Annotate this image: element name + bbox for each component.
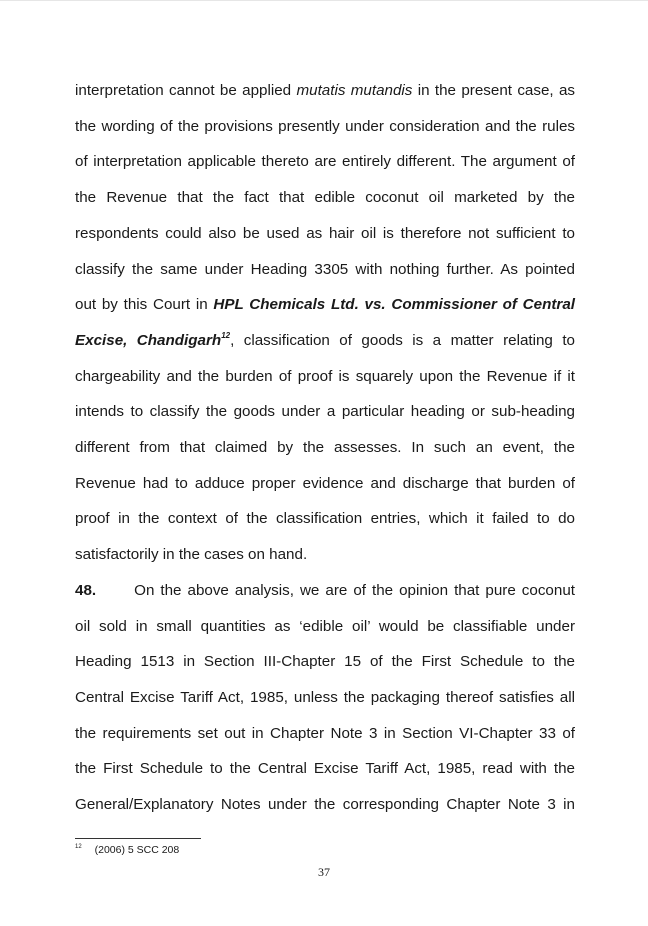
text-line <box>75 437 575 459</box>
italic-text: mutatis mutandis <box>296 82 413 99</box>
footnote-separator <box>75 838 201 839</box>
text-line <box>75 401 575 423</box>
paragraph-indent <box>96 580 134 602</box>
paragraph-number: 48. <box>75 581 97 599</box>
footnote-marker: 12 <box>75 844 82 850</box>
page-top-edge <box>0 0 648 1</box>
text-run: satisfactorily in the cases on hand. <box>75 546 308 564</box>
paragraph-48-first-line <box>75 580 575 602</box>
text-line <box>75 794 575 816</box>
text-run: of interpretation applicable thereto are entirely different. The argument of <box>75 153 575 171</box>
text-run: On the above analysis, we are of the opinion that pure coconut <box>134 581 575 599</box>
text-line <box>75 151 575 173</box>
text-line <box>75 651 575 673</box>
text-run: different from that claimed by the assesses. In such an event, the <box>75 439 575 456</box>
text-run-wrapper <box>134 580 575 602</box>
text-line <box>75 544 575 566</box>
text-run: Revenue had to adduce proper evidence and discharge that burden of <box>75 474 575 492</box>
text-run: the wording of the provisions presently under consideration and the rules <box>75 117 575 135</box>
text-line <box>75 187 575 209</box>
text-run: oil sold in small quantities as ‘edible oil’ would be classifiable under <box>75 617 575 635</box>
text-run: , classification of goods is a matter relating to <box>230 331 575 349</box>
text-line <box>75 116 575 138</box>
text-line <box>75 223 575 245</box>
text-run: in the present case, as <box>412 82 575 99</box>
text-run: classify the same under Heading 3305 with nothing further. As pointed <box>75 260 575 278</box>
footnote-reference: 12 <box>221 330 231 340</box>
text-line <box>75 294 575 316</box>
text-run: proof in the context of the classification entries, which it failed to do <box>75 510 575 528</box>
footnote-text: (2006) 5 SCC 208 <box>94 844 180 856</box>
text-line <box>75 80 575 102</box>
text-line <box>75 758 575 780</box>
page-number: 37 <box>318 865 330 879</box>
text-line <box>75 330 575 352</box>
text-run: the requirements set out in Chapter Note 3 in Section VI-Chapter 33 of <box>75 724 575 742</box>
text-line <box>75 508 575 530</box>
text-run: the Revenue that the fact that edible coconut oil marketed by the <box>75 189 575 207</box>
text-run: chargeability and the burden of proof is squarely upon the Revenue if it <box>75 367 575 385</box>
text-line <box>75 366 575 388</box>
text-run: out by this Court in <box>75 296 214 314</box>
text-line <box>75 723 575 745</box>
text-line <box>75 259 575 281</box>
text-run: interpretation cannot be applied <box>75 82 297 99</box>
text-run: Central Excise Tariff Act, 1985, unless the packaging thereof satisfies all <box>75 688 575 706</box>
case-citation: HPL Chemicals Ltd. vs. Commissioner of Central <box>213 296 575 314</box>
text-run: intends to classify the goods under a particular heading or sub-heading <box>75 403 575 421</box>
text-line <box>75 687 575 709</box>
text-line <box>75 473 575 495</box>
case-citation: Excise, Chandigarh <box>75 331 222 349</box>
text-run: the First Schedule to the Central Excise Tariff Act, 1985, read with the <box>75 760 575 778</box>
text-line <box>75 616 575 638</box>
footnote <box>75 843 179 859</box>
text-run: respondents could also be used as hair oil is therefore not sufficient to <box>75 224 575 242</box>
text-run: General/Explanatory Notes under the corresponding Chapter Note 3 in <box>75 796 575 813</box>
text-run: Heading 1513 in Section III-Chapter 15 of the First Schedule to the <box>75 653 575 671</box>
